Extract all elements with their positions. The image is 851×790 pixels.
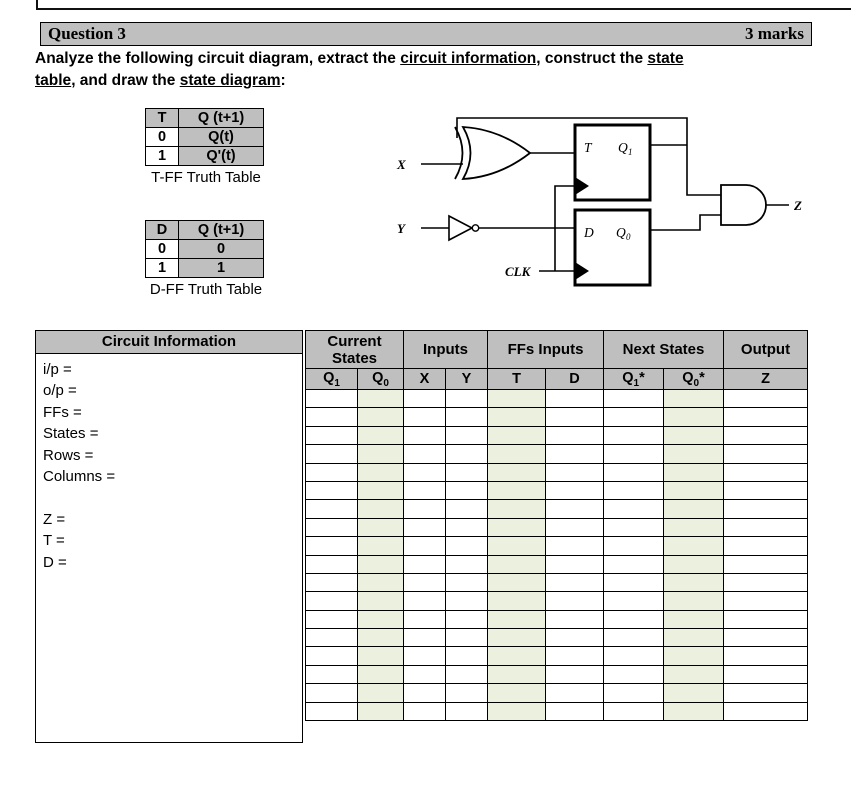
t-flipflop-output-label: Q <box>618 140 628 155</box>
truth-table-header-cell: D <box>146 221 179 240</box>
state-table-row <box>306 647 808 665</box>
circuit-info-line: Rows = <box>43 446 94 464</box>
state-table-cell <box>404 665 446 683</box>
state-table-cell <box>446 445 488 463</box>
state-table-cell <box>446 702 488 720</box>
circuit-info-box <box>35 330 303 743</box>
truth-table-cell: 0 <box>179 240 264 259</box>
state-table-cell <box>724 408 808 426</box>
state-table-cell <box>446 555 488 573</box>
state-table-cell <box>446 573 488 591</box>
truth-table-cell: 1 <box>179 259 264 278</box>
state-table-cell <box>546 500 604 518</box>
state-table-cell <box>358 445 404 463</box>
t-flipflop-input-label: T <box>584 140 592 155</box>
state-table-cell <box>488 500 546 518</box>
d-flipflop-input-label: D <box>584 225 594 240</box>
state-table-cell <box>488 445 546 463</box>
state-table-cell <box>306 481 358 499</box>
circuit-info-line: States = <box>43 425 99 443</box>
state-table-cell <box>404 702 446 720</box>
t-flipflop-output-subscript: 1 <box>628 147 633 157</box>
state-table-cell <box>604 665 664 683</box>
state-table-row <box>306 500 808 518</box>
state-table-cell <box>664 390 724 408</box>
tff-caption: T-FF Truth Table <box>151 169 261 186</box>
d-flipflop-output-subscript: 0 <box>626 232 631 242</box>
state-table-cell <box>664 408 724 426</box>
state-table-cell <box>446 629 488 647</box>
state-table-cell <box>664 518 724 536</box>
clk-label: CLK <box>505 264 531 279</box>
state-table-cell <box>546 537 604 555</box>
circuit-info-line: Columns = <box>43 468 116 486</box>
state-table-cell <box>724 684 808 702</box>
state-table-cell <box>446 610 488 628</box>
instruction-segment: : <box>280 71 286 89</box>
t-flipflop-box <box>575 125 650 200</box>
marks-label: 3 marks <box>744 24 804 43</box>
state-table-cell <box>488 629 546 647</box>
top-border-line <box>36 8 851 10</box>
state-table-group-header: Current States <box>306 331 404 369</box>
state-table-cell <box>404 629 446 647</box>
circuit-info-line: i/p = <box>43 361 72 378</box>
state-table-cell <box>664 684 724 702</box>
state-table-cell <box>446 665 488 683</box>
state-table-cell <box>724 592 808 610</box>
circuit-info-line: Z = <box>43 510 66 528</box>
state-table-column-header: $Q_0$ <box>358 369 404 390</box>
state-table-cell <box>306 555 358 573</box>
circuit-info-line: T = <box>43 532 65 550</box>
state-table-cell <box>306 573 358 591</box>
state-table-column-header: T <box>488 369 546 390</box>
truth-table-header-cell: Q (t+1) <box>179 221 264 240</box>
state-table-cell <box>358 610 404 628</box>
state-table-cell <box>604 463 664 481</box>
truth-table-cell: 0 <box>146 240 179 259</box>
dff-caption: D-FF Truth Table <box>149 281 263 298</box>
state-table-cell <box>488 592 546 610</box>
state-table-cell <box>306 592 358 610</box>
truth-table-cell: Q'(t) <box>179 147 264 166</box>
state-table-cell <box>358 665 404 683</box>
state-table-cell <box>404 592 446 610</box>
truth-table-header-row <box>146 109 264 128</box>
state-table-cell <box>724 702 808 720</box>
state-table-cell <box>664 702 724 720</box>
state-table-cell <box>306 426 358 444</box>
state-table-group-header-row <box>306 331 808 369</box>
state-table <box>305 330 808 721</box>
state-table-row <box>306 481 808 499</box>
circuit-info-line <box>43 487 295 508</box>
state-table-cell <box>358 537 404 555</box>
state-table-cell <box>404 684 446 702</box>
state-table-cell <box>724 426 808 444</box>
state-table-cell <box>604 481 664 499</box>
state-table-cell <box>724 610 808 628</box>
state-table-cell <box>724 445 808 463</box>
state-table-column-header: $Q_1*$ <box>604 369 664 390</box>
state-table-cell <box>546 684 604 702</box>
state-table-row <box>306 684 808 702</box>
state-table-cell <box>604 500 664 518</box>
instruction-line <box>35 48 825 70</box>
state-table-cell <box>546 445 604 463</box>
state-table-cell <box>358 518 404 536</box>
dff-truth-table <box>145 220 264 278</box>
state-table-row <box>306 518 808 536</box>
state-table-cell <box>446 647 488 665</box>
z-output-label: Z <box>794 198 802 213</box>
state-table-cell <box>604 537 664 555</box>
state-table-cell <box>358 390 404 408</box>
state-table-cell <box>306 518 358 536</box>
state-table-cell <box>546 426 604 444</box>
state-table-cell <box>404 555 446 573</box>
state-table-cell <box>488 537 546 555</box>
state-table-cell <box>724 665 808 683</box>
state-table-cell <box>546 665 604 683</box>
y-input-label: Y <box>397 221 405 236</box>
state-table-cell <box>664 647 724 665</box>
state-table-cell <box>664 629 724 647</box>
state-table-cell <box>546 573 604 591</box>
state-table-cell <box>664 573 724 591</box>
state-table-row <box>306 610 808 628</box>
top-border-notch <box>36 0 38 10</box>
state-table-cell <box>488 555 546 573</box>
state-table-cell <box>664 445 724 463</box>
state-table-cell <box>664 426 724 444</box>
state-table-column-header: $Q_0*$ <box>664 369 724 390</box>
state-table-cell <box>306 610 358 628</box>
state-table-cell <box>306 537 358 555</box>
state-table-cell <box>604 426 664 444</box>
state-table-cell <box>306 500 358 518</box>
truth-table-cell: 1 <box>146 147 179 166</box>
circuit-info-line: D = <box>43 553 67 571</box>
state-table-cell <box>306 463 358 481</box>
state-table-cell <box>404 500 446 518</box>
state-table-column-header: Y <box>446 369 488 390</box>
state-table-cell <box>546 629 604 647</box>
circuit-info-body <box>36 354 302 578</box>
state-table-cell <box>664 610 724 628</box>
instruction-underlined-segment: circuit information, <box>400 50 541 67</box>
state-table-cell <box>488 702 546 720</box>
state-table-cell <box>604 555 664 573</box>
state-table-cell <box>446 537 488 555</box>
state-table-group-header: FFs Inputs <box>488 331 604 369</box>
x-input-label: X <box>397 157 406 172</box>
state-table-cell <box>664 555 724 573</box>
circuit-info-line: FFs = <box>43 403 82 421</box>
and-gate <box>721 185 766 225</box>
state-table-cell <box>358 592 404 610</box>
state-table-cell <box>306 684 358 702</box>
state-table-cell <box>546 463 604 481</box>
state-table-cell <box>546 518 604 536</box>
state-table-cell <box>546 408 604 426</box>
state-table-row <box>306 445 808 463</box>
state-table-cell <box>664 481 724 499</box>
instruction-text <box>35 48 825 91</box>
truth-table-row <box>146 259 264 278</box>
state-table-cell <box>488 684 546 702</box>
instruction-underlined-segment: state diagram <box>179 71 281 89</box>
truth-table-row <box>146 147 264 166</box>
state-table-row <box>306 390 808 408</box>
state-table-cell <box>488 665 546 683</box>
state-table-group-header: Output <box>724 331 808 369</box>
state-table-cell <box>306 665 358 683</box>
instruction-segment: Analyze the following circuit diagram, extract the <box>35 50 401 67</box>
state-table-cell <box>488 463 546 481</box>
state-table-cell <box>358 426 404 444</box>
state-table-cell <box>404 537 446 555</box>
state-table-cell <box>724 537 808 555</box>
state-table-cell <box>724 573 808 591</box>
state-table-cell <box>306 408 358 426</box>
state-table-row <box>306 629 808 647</box>
state-table-cell <box>488 408 546 426</box>
state-table-row <box>306 702 808 720</box>
state-table-cell <box>604 647 664 665</box>
truth-table-header-cell: Q (t+1) <box>179 109 264 128</box>
state-table-column-header: Z <box>724 369 808 390</box>
truth-table-cell: 1 <box>146 259 179 278</box>
state-table-cell <box>446 390 488 408</box>
truth-table-row <box>146 240 264 259</box>
state-table-cell <box>724 481 808 499</box>
state-table-group-header: Inputs <box>404 331 488 369</box>
state-table-cell <box>358 408 404 426</box>
state-table-cell <box>404 463 446 481</box>
state-table-row <box>306 665 808 683</box>
state-table-cell <box>358 573 404 591</box>
question-header-bar <box>40 22 812 46</box>
state-table-cell <box>724 500 808 518</box>
state-table-cell <box>358 555 404 573</box>
state-table-cell <box>546 592 604 610</box>
state-table-column-header: X <box>404 369 446 390</box>
q0-output-wire <box>650 215 721 230</box>
state-table-cell <box>446 481 488 499</box>
truth-table-cell: 0 <box>146 128 179 147</box>
state-table-row <box>306 555 808 573</box>
state-table-cell <box>404 647 446 665</box>
instruction-underlined-segment: table <box>35 71 72 89</box>
state-table-cell <box>488 481 546 499</box>
state-table-row <box>306 537 808 555</box>
state-table-cell <box>664 665 724 683</box>
instruction-underlined-segment: state <box>647 50 684 67</box>
state-table-cell <box>358 629 404 647</box>
state-table-column-header-row <box>306 369 808 390</box>
state-table-cell <box>604 610 664 628</box>
state-table-cell <box>404 426 446 444</box>
state-table-cell <box>404 390 446 408</box>
state-table-cell <box>724 518 808 536</box>
state-table-cell <box>358 684 404 702</box>
state-table-cell <box>546 647 604 665</box>
state-table-cell <box>488 518 546 536</box>
truth-table-row <box>146 128 264 147</box>
instruction-segment: construct the <box>540 50 648 67</box>
state-table-cell <box>446 426 488 444</box>
state-table-cell <box>488 390 546 408</box>
state-table-cell <box>664 537 724 555</box>
instruction-line <box>35 70 825 92</box>
state-table-cell <box>488 647 546 665</box>
state-table-cell <box>604 592 664 610</box>
d-flipflop-output-label: Q <box>616 225 626 240</box>
truth-table-header-cell: T <box>146 109 179 128</box>
state-table-row <box>306 408 808 426</box>
state-table-cell <box>404 610 446 628</box>
state-table-cell <box>306 390 358 408</box>
state-table-cell <box>488 610 546 628</box>
state-table-cell <box>358 647 404 665</box>
state-table-cell <box>546 555 604 573</box>
circuit-info-line: o/p = <box>43 382 77 400</box>
state-table-cell <box>664 500 724 518</box>
state-table-cell <box>604 629 664 647</box>
circuit-info-title: Circuit Information <box>36 331 302 354</box>
state-table-cell <box>724 463 808 481</box>
state-table-cell <box>546 390 604 408</box>
state-table-cell <box>604 445 664 463</box>
state-table-cell <box>404 518 446 536</box>
state-table-group-header: Next States <box>604 331 724 369</box>
state-table-cell <box>358 500 404 518</box>
state-table-column-header: D <box>546 369 604 390</box>
state-table-cell <box>404 445 446 463</box>
state-table-cell <box>404 573 446 591</box>
state-table-cell <box>546 702 604 720</box>
state-table-cell <box>306 647 358 665</box>
state-table-cell <box>306 629 358 647</box>
dff-truth-table-block <box>145 220 267 298</box>
tff-truth-table <box>145 108 264 166</box>
state-table-cell <box>446 592 488 610</box>
state-table-cell <box>604 684 664 702</box>
state-table-cell <box>306 445 358 463</box>
state-table-cell <box>604 573 664 591</box>
state-table-cell <box>546 481 604 499</box>
state-table-row <box>306 573 808 591</box>
state-table-cell <box>358 702 404 720</box>
circuit-diagram <box>385 100 815 305</box>
state-table-cell <box>358 481 404 499</box>
state-table-cell <box>724 629 808 647</box>
state-table-cell <box>604 518 664 536</box>
state-table-cell <box>404 481 446 499</box>
state-table-cell <box>604 702 664 720</box>
tff-truth-table-block <box>145 108 267 186</box>
not-gate <box>449 216 479 240</box>
state-table-cell <box>664 463 724 481</box>
state-table-row <box>306 426 808 444</box>
state-table-cell <box>446 684 488 702</box>
d-flipflop-box <box>575 210 650 285</box>
truth-table-cell: Q(t) <box>179 128 264 147</box>
state-table-cell <box>358 463 404 481</box>
xor-gate <box>455 127 530 179</box>
instruction-segment: , and draw the <box>71 71 180 89</box>
state-table-cell <box>446 500 488 518</box>
state-table-cell <box>488 426 546 444</box>
state-table-cell <box>306 702 358 720</box>
state-table-cell <box>724 647 808 665</box>
state-table-cell <box>604 390 664 408</box>
state-table-cell <box>446 408 488 426</box>
state-table-cell <box>404 408 446 426</box>
question-title: Question 3 <box>48 24 126 43</box>
state-table-column-header: $Q_1$ <box>306 369 358 390</box>
state-table-cell <box>724 555 808 573</box>
state-table-cell <box>446 518 488 536</box>
state-table-row <box>306 463 808 481</box>
state-table-cell <box>546 610 604 628</box>
truth-table-header-row <box>146 221 264 240</box>
state-table-cell <box>488 573 546 591</box>
state-table-cell <box>604 408 664 426</box>
state-table-cell <box>664 592 724 610</box>
state-table-cell <box>724 390 808 408</box>
state-table-cell <box>446 463 488 481</box>
state-table-row <box>306 592 808 610</box>
